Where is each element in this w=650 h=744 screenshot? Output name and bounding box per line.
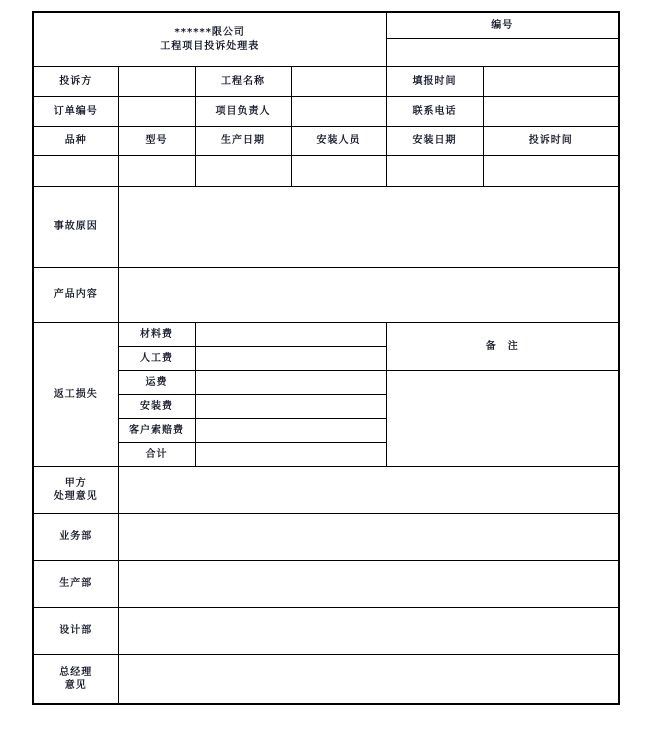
order-no-value[interactable] xyxy=(118,97,195,127)
opinion-label-party-a xyxy=(33,467,118,514)
row-opinion-design xyxy=(33,608,619,655)
row-accident-cause xyxy=(33,187,619,268)
remark-label: 备 注 xyxy=(386,323,619,371)
order-no-label: 订单编号 xyxy=(33,97,118,127)
form-title-text: 工程项目投诉处理表 xyxy=(160,40,260,52)
form-title xyxy=(33,12,386,67)
company-name: ******限公司 xyxy=(174,27,245,38)
project-manager-label: 项目负责人 xyxy=(195,97,291,127)
complaint-handling-form xyxy=(32,11,620,705)
product-value-installer[interactable] xyxy=(291,156,386,187)
product-value-install-date[interactable] xyxy=(386,156,483,187)
rework-item-value-material[interactable] xyxy=(195,323,386,347)
title-row xyxy=(33,12,619,39)
opinion-value-production[interactable] xyxy=(118,561,619,608)
rework-item-value-labor[interactable] xyxy=(195,347,386,371)
opinion-value-sales[interactable] xyxy=(118,514,619,561)
product-header-production-date: 生产日期 xyxy=(195,127,291,156)
row-opinion-production xyxy=(33,561,619,608)
remark-value[interactable] xyxy=(386,371,619,467)
row-product-content xyxy=(33,268,619,323)
contact-phone-label: 联系电话 xyxy=(386,97,483,127)
rework-item-value-total[interactable] xyxy=(195,443,386,467)
contact-phone-value[interactable] xyxy=(483,97,619,127)
project-name-value[interactable] xyxy=(291,67,386,97)
row-opinion-party-a xyxy=(33,467,619,514)
product-content-label: 产品内容 xyxy=(33,268,118,323)
rework-item-value-installation[interactable] xyxy=(195,395,386,419)
product-header-variety: 品种 xyxy=(33,127,118,156)
row-opinion-sales xyxy=(33,514,619,561)
accident-cause-value[interactable] xyxy=(118,187,619,268)
rework-item-label-installation: 安装费 xyxy=(118,395,195,419)
rework-item-label-labor: 人工费 xyxy=(118,347,195,371)
product-value-complaint-time[interactable] xyxy=(483,156,619,187)
number-label: 编号 xyxy=(386,12,619,39)
product-header-model: 型号 xyxy=(118,127,195,156)
rework-item-label-freight: 运费 xyxy=(118,371,195,395)
product-header-install-date: 安装日期 xyxy=(386,127,483,156)
opinion-label-gm-line2: 意见 xyxy=(64,680,87,691)
accident-cause-label: 事故原因 xyxy=(33,187,118,268)
opinion-label-production: 生产部 xyxy=(33,561,118,608)
rework-item-value-claim[interactable] xyxy=(195,419,386,443)
rework-row-freight xyxy=(33,371,619,395)
opinion-value-design[interactable] xyxy=(118,608,619,655)
opinion-label-general-manager xyxy=(33,655,118,705)
product-value-variety[interactable] xyxy=(33,156,118,187)
rework-row-material xyxy=(33,323,619,347)
complainant-label: 投诉方 xyxy=(33,67,118,97)
opinion-value-general-manager[interactable] xyxy=(118,655,619,705)
number-value[interactable] xyxy=(386,39,619,67)
opinion-label-party-a-line1: 甲方 xyxy=(64,477,87,489)
opinion-value-party-a[interactable] xyxy=(118,467,619,514)
rework-loss-label: 返工损失 xyxy=(33,323,118,467)
rework-item-label-material: 材料费 xyxy=(118,323,195,347)
product-header-complaint-time: 投诉时间 xyxy=(483,127,619,156)
row-opinion-general-manager xyxy=(33,655,619,705)
product-header-installer: 安装人员 xyxy=(291,127,386,156)
opinion-label-party-a-line2: 处理意见 xyxy=(53,491,98,502)
rework-item-label-total: 合计 xyxy=(118,443,195,467)
project-manager-value[interactable] xyxy=(291,97,386,127)
row-complainant xyxy=(33,67,619,97)
complainant-value[interactable] xyxy=(118,67,195,97)
fill-date-label: 填报时间 xyxy=(386,67,483,97)
row-order xyxy=(33,97,619,127)
rework-item-value-freight[interactable] xyxy=(195,371,386,395)
fill-date-value[interactable] xyxy=(483,67,619,97)
product-value-production-date[interactable] xyxy=(195,156,291,187)
product-value-model[interactable] xyxy=(118,156,195,187)
opinion-label-sales: 业务部 xyxy=(33,514,118,561)
product-value-row xyxy=(33,156,619,187)
opinion-label-gm-line1: 总经理 xyxy=(59,666,93,678)
opinion-label-design: 设计部 xyxy=(33,608,118,655)
product-content-value[interactable] xyxy=(118,268,619,323)
rework-item-label-claim: 客户索赔费 xyxy=(118,419,195,443)
product-header-row xyxy=(33,127,619,156)
project-name-label: 工程名称 xyxy=(195,67,291,97)
